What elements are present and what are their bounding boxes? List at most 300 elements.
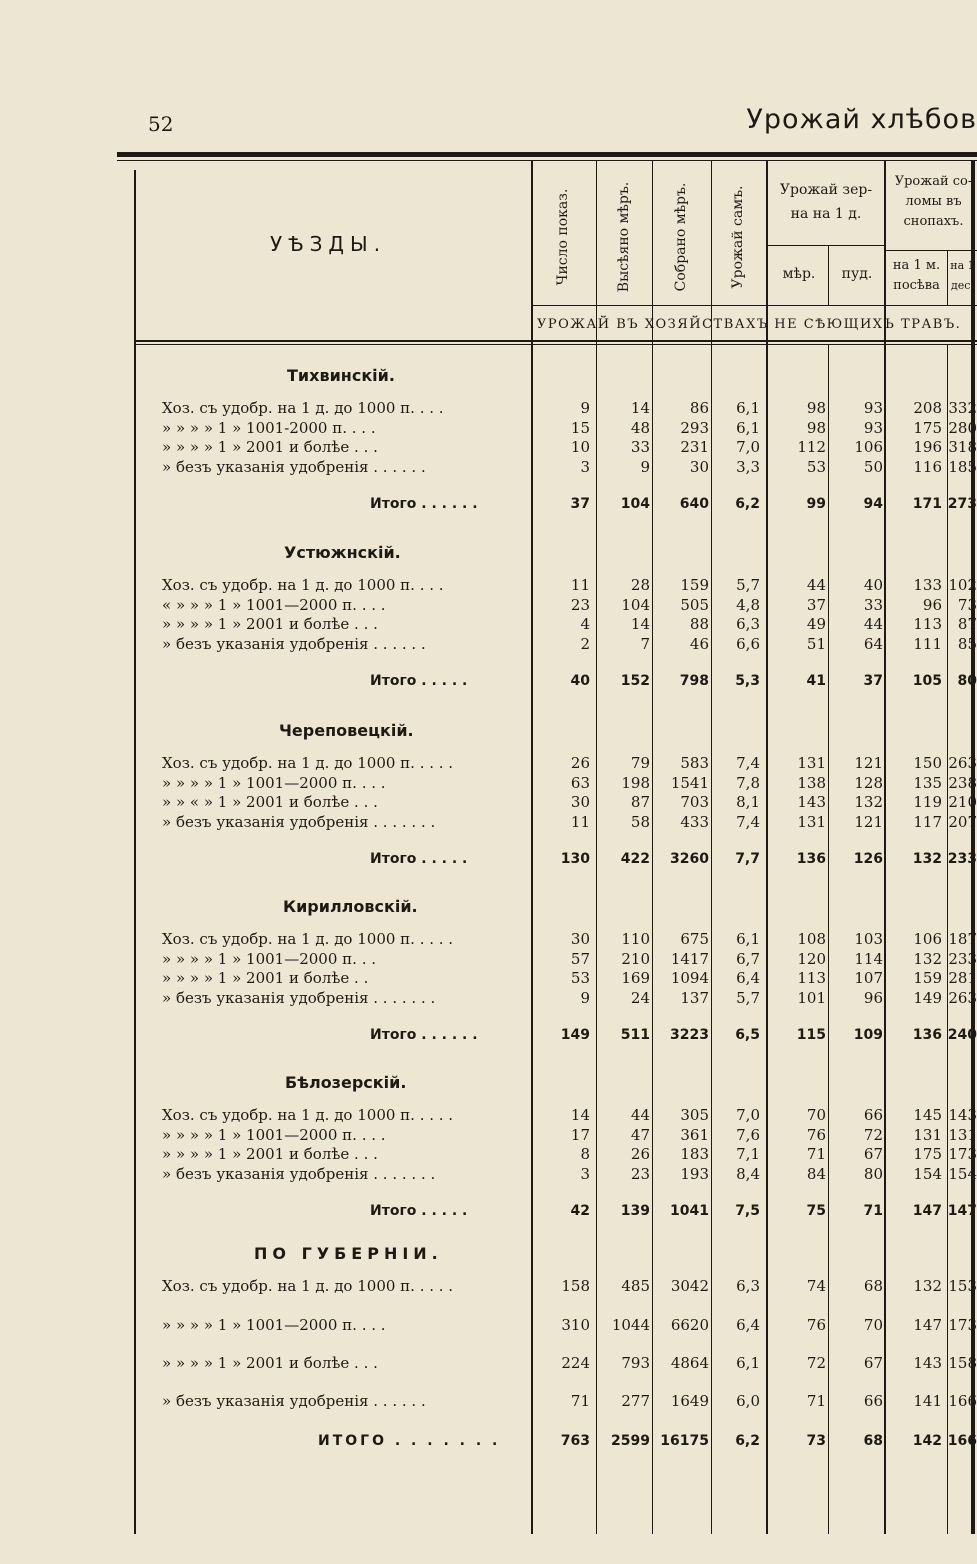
cell-straw-per-d: 281 bbox=[948, 969, 977, 987]
cell-count: 763 bbox=[560, 1433, 590, 1449]
cell-count: 8 bbox=[580, 1145, 590, 1163]
cell-straw-per-d: 207 bbox=[948, 812, 977, 831]
cell-yield-self: 6,4 bbox=[736, 969, 760, 987]
cell-yield-self: 6,1 bbox=[736, 418, 760, 437]
cell-sown: 33 bbox=[630, 438, 650, 456]
cell-grain-pud: 33 bbox=[863, 595, 883, 614]
row-label: » безъ указанія удобренія . . . . . . bbox=[162, 634, 426, 653]
row-label: » » « » 1 » 2001 и болѣе . . . bbox=[162, 793, 378, 811]
cell-sown: 48 bbox=[630, 418, 650, 437]
cell-grain-mer: 143 bbox=[797, 793, 826, 811]
cell-straw-per-m: 196 bbox=[913, 438, 942, 456]
cell-grain-pud: 37 bbox=[863, 673, 883, 689]
cell-sown: 169 bbox=[621, 969, 650, 987]
cell-sown: 44 bbox=[630, 1106, 650, 1124]
cell-straw-per-d: 173 bbox=[948, 1145, 977, 1163]
total-row bbox=[0, 1027, 977, 1047]
cell-grain-pud: 40 bbox=[863, 576, 883, 594]
cell-gathered: 1649 bbox=[670, 1392, 709, 1410]
cell-sown: 511 bbox=[620, 1027, 650, 1043]
row-label: » » » » 1 » 2001 и болѣе . . . bbox=[162, 1354, 378, 1372]
cell-grain-pud: 126 bbox=[853, 851, 883, 867]
cell-straw-per-d: 318 bbox=[948, 438, 977, 456]
cell-straw-per-d: 238 bbox=[948, 773, 977, 792]
cell-grain-pud: 93 bbox=[863, 399, 883, 417]
cell-grain-pud: 64 bbox=[863, 634, 883, 653]
total-label: Итого . . . . . bbox=[370, 673, 468, 689]
gubernia-title: ПО ГУБЕРНІИ. bbox=[254, 1244, 443, 1263]
cell-sown: 210 bbox=[621, 949, 650, 968]
total-label: ИТОГО . . . . . . . bbox=[318, 1433, 501, 1449]
cell-yield-self: 6,1 bbox=[736, 930, 760, 948]
cell-yield-self: 7,7 bbox=[735, 851, 760, 867]
cell-straw-per-m: 133 bbox=[913, 576, 942, 594]
cell-sown: 14 bbox=[630, 399, 650, 417]
cell-straw-per-d: 273 bbox=[947, 496, 977, 512]
row-label: Хоз. съ удобр. на 1 д. до 1000 п. . . . . bbox=[162, 1106, 454, 1124]
row-label: Хоз. съ удобр. на 1 д. до 1000 п. . . . bbox=[162, 399, 444, 417]
table-row bbox=[0, 989, 977, 1009]
cell-grain-pud: 109 bbox=[853, 1027, 883, 1043]
cell-grain-mer: 131 bbox=[797, 812, 826, 831]
cell-sown: 152 bbox=[620, 673, 650, 689]
cell-straw-per-m: 132 bbox=[913, 1277, 942, 1295]
table-row bbox=[0, 930, 977, 950]
cell-grain-mer: 72 bbox=[806, 1354, 826, 1372]
cell-grain-mer: 37 bbox=[806, 595, 826, 614]
cell-straw-per-d: 80 bbox=[957, 673, 977, 689]
row-label: » » » » 1 » 1001—2000 п. . . . bbox=[162, 773, 386, 792]
cell-straw-per-m: 208 bbox=[913, 399, 942, 417]
cell-straw-per-d: 240 bbox=[947, 1027, 977, 1043]
cell-gathered: 798 bbox=[679, 673, 709, 689]
cell-grain-mer: 51 bbox=[806, 634, 826, 653]
cell-grain-pud: 66 bbox=[863, 1106, 883, 1124]
cell-count: 224 bbox=[561, 1354, 590, 1372]
row-label: » безъ указанія удобренія . . . . . . bbox=[162, 1392, 426, 1410]
cell-straw-per-d: 263 bbox=[948, 754, 977, 772]
cell-straw-per-d: 73 bbox=[957, 595, 977, 614]
cell-sown: 23 bbox=[630, 1164, 650, 1183]
cell-gathered: 4864 bbox=[670, 1354, 709, 1372]
cell-count: 53 bbox=[570, 969, 590, 987]
straw-per-d-header: на 1 дес. bbox=[950, 259, 975, 292]
cell-straw-per-d: 154 bbox=[948, 1164, 977, 1183]
cell-sown: 14 bbox=[630, 615, 650, 633]
cell-count: 9 bbox=[580, 399, 590, 417]
cell-straw-per-m: 135 bbox=[913, 773, 942, 792]
cell-sown: 110 bbox=[621, 930, 650, 948]
cell-count: 57 bbox=[570, 949, 590, 968]
cell-yield-self: 8,4 bbox=[736, 1164, 760, 1183]
cell-grain-pud: 107 bbox=[854, 969, 883, 987]
cell-straw-per-d: 210 bbox=[948, 793, 977, 811]
table-row bbox=[0, 754, 977, 774]
total-label: Итого . . . . . bbox=[370, 851, 468, 867]
cell-sown: 28 bbox=[630, 576, 650, 594]
cell-gathered: 3042 bbox=[670, 1277, 709, 1295]
cell-yield-self: 7,8 bbox=[736, 773, 760, 792]
cell-straw-per-m: 136 bbox=[912, 1027, 942, 1043]
table-row bbox=[0, 419, 977, 439]
cell-grain-pud: 67 bbox=[863, 1145, 883, 1163]
cell-gathered: 6620 bbox=[670, 1316, 709, 1334]
cell-count: 158 bbox=[561, 1277, 590, 1295]
cell-straw-per-d: 233 bbox=[948, 949, 977, 968]
cell-yield-self: 6,5 bbox=[735, 1027, 760, 1043]
cell-straw-per-m: 116 bbox=[913, 457, 942, 476]
cell-straw-per-d: 263 bbox=[948, 988, 977, 1007]
cell-sown: 104 bbox=[620, 496, 650, 512]
row-label: » безъ указанія удобренія . . . . . . bbox=[162, 457, 426, 476]
cell-grain-pud: 80 bbox=[863, 1164, 883, 1183]
district-title: Кирилловскій. bbox=[283, 897, 418, 916]
cell-grain-pud: 66 bbox=[863, 1392, 883, 1410]
cell-grain-mer: 84 bbox=[806, 1164, 826, 1183]
total-row bbox=[0, 851, 977, 871]
cell-grain-pud: 121 bbox=[854, 754, 883, 772]
district-title: Бѣлозерскій. bbox=[285, 1073, 407, 1092]
cell-yield-self: 7,4 bbox=[736, 754, 760, 772]
cell-count: 30 bbox=[570, 930, 590, 948]
cell-sown: 7 bbox=[640, 634, 650, 653]
table-row bbox=[0, 774, 977, 794]
cell-grain-pud: 68 bbox=[863, 1277, 883, 1295]
cell-straw-per-m: 175 bbox=[913, 418, 942, 437]
cell-grain-pud: 67 bbox=[863, 1354, 883, 1372]
table-row bbox=[0, 1316, 977, 1336]
straw-per-m-header: на 1 м. посѣва bbox=[892, 258, 941, 293]
row-label: » » » » 1 » 2001 и болѣе . . . bbox=[162, 1145, 378, 1163]
cell-yield-self: 7,4 bbox=[736, 812, 760, 831]
cell-gathered: 293 bbox=[680, 418, 709, 437]
cell-grain-pud: 128 bbox=[854, 773, 883, 792]
cell-grain-mer: 136 bbox=[796, 851, 826, 867]
cell-grain-mer: 41 bbox=[806, 673, 826, 689]
cell-grain-mer: 44 bbox=[806, 576, 826, 594]
header-divider bbox=[768, 245, 884, 246]
top-rule-thin bbox=[117, 160, 977, 161]
cell-straw-per-m: 147 bbox=[913, 1316, 942, 1334]
top-rule bbox=[117, 152, 977, 157]
cell-grain-pud: 121 bbox=[854, 812, 883, 831]
cell-straw-per-m: 154 bbox=[913, 1164, 942, 1183]
col-count-header: Число показ. bbox=[555, 188, 571, 286]
row-label: Хоз. съ удобр. на 1 д. до 1000 п. . . . . bbox=[162, 1277, 454, 1295]
running-title: Урожай хлѣбов bbox=[746, 104, 977, 135]
cell-straw-per-m: 132 bbox=[913, 949, 942, 968]
cell-sown: 793 bbox=[621, 1354, 650, 1372]
cell-straw-per-m: 175 bbox=[913, 1145, 942, 1163]
cell-count: 310 bbox=[561, 1316, 590, 1334]
straw-yield-header: Урожай со- ломы въ снопахъ. bbox=[894, 174, 973, 229]
cell-gathered: 3260 bbox=[670, 851, 709, 867]
cell-count: 14 bbox=[570, 1106, 590, 1124]
column-rule bbox=[828, 245, 829, 305]
cell-gathered: 675 bbox=[680, 930, 709, 948]
cell-gathered: 703 bbox=[680, 793, 709, 811]
cell-yield-self: 6,0 bbox=[736, 1392, 760, 1410]
cell-gathered: 433 bbox=[680, 812, 709, 831]
cell-count: 40 bbox=[570, 673, 590, 689]
cell-count: 37 bbox=[570, 496, 590, 512]
cell-yield-self: 5,7 bbox=[736, 576, 760, 594]
col-yield-self-header: Урожай самъ. bbox=[730, 185, 746, 289]
cell-count: 71 bbox=[570, 1392, 590, 1410]
cell-count: 17 bbox=[570, 1125, 590, 1144]
cell-gathered: 505 bbox=[680, 595, 709, 614]
cell-yield-self: 5,7 bbox=[736, 988, 760, 1007]
cell-gathered: 30 bbox=[689, 457, 709, 476]
cell-sown: 104 bbox=[621, 595, 650, 614]
cell-gathered: 46 bbox=[689, 634, 709, 653]
cell-gathered: 88 bbox=[689, 615, 709, 633]
cell-straw-per-d: 131 bbox=[948, 1125, 977, 1144]
header-divider bbox=[886, 250, 977, 251]
table-row bbox=[0, 635, 977, 655]
header-bottom-rule bbox=[136, 344, 977, 345]
table-row bbox=[0, 1126, 977, 1146]
cell-count: 63 bbox=[570, 773, 590, 792]
cell-straw-per-m: 141 bbox=[913, 1392, 942, 1410]
total-label: Итого . . . . . . bbox=[370, 1027, 478, 1043]
table-row bbox=[0, 969, 977, 989]
cell-straw-per-d: 143 bbox=[948, 1106, 977, 1124]
cell-grain-mer: 73 bbox=[806, 1433, 826, 1449]
cell-gathered: 137 bbox=[680, 988, 709, 1007]
cell-grain-mer: 76 bbox=[806, 1316, 826, 1334]
cell-sown: 139 bbox=[620, 1203, 650, 1219]
cell-count: 23 bbox=[570, 595, 590, 614]
cell-grain-mer: 113 bbox=[797, 969, 826, 987]
table-row bbox=[0, 438, 977, 458]
cell-straw-per-m: 105 bbox=[912, 673, 942, 689]
district-title: Устюжнскій. bbox=[284, 543, 401, 562]
header-bottom-rule bbox=[136, 340, 977, 342]
cell-straw-per-m: 150 bbox=[913, 754, 942, 772]
row-label: » » » » 1 » 1001-2000 п. . . . bbox=[162, 418, 376, 437]
cell-gathered: 16175 bbox=[660, 1433, 709, 1449]
total-label: Итого . . . . . bbox=[370, 1203, 468, 1219]
cell-yield-self: 6,3 bbox=[736, 1277, 760, 1295]
cell-count: 10 bbox=[570, 438, 590, 456]
cell-straw-per-d: 102 bbox=[948, 576, 977, 594]
row-label: » » » » 1 » 2001 и болѣе . . . bbox=[162, 438, 378, 456]
cell-grain-mer: 75 bbox=[806, 1203, 826, 1219]
total-row bbox=[0, 1203, 977, 1223]
cell-sown: 87 bbox=[630, 793, 650, 811]
cell-grain-mer: 138 bbox=[797, 773, 826, 792]
col-sown-header: Высѣяно мѣръ. bbox=[616, 181, 632, 293]
cell-grain-mer: 99 bbox=[806, 496, 826, 512]
cell-straw-per-m: 149 bbox=[913, 988, 942, 1007]
cell-straw-per-m: 159 bbox=[913, 969, 942, 987]
table-row bbox=[0, 1165, 977, 1185]
district-title: Тихвинскій. bbox=[287, 366, 395, 385]
cell-straw-per-m: 96 bbox=[922, 595, 942, 614]
table-row bbox=[0, 950, 977, 970]
row-label: Хоз. съ удобр. на 1 д. до 1000 п. . . . bbox=[162, 576, 444, 594]
cell-straw-per-d: 233 bbox=[947, 851, 977, 867]
cell-gathered: 361 bbox=[680, 1125, 709, 1144]
cell-straw-per-d: 185 bbox=[948, 457, 977, 476]
cell-straw-per-d: 166 bbox=[948, 1392, 977, 1410]
cell-yield-self: 5,3 bbox=[735, 673, 760, 689]
cell-gathered: 640 bbox=[679, 496, 709, 512]
cell-gathered: 86 bbox=[689, 399, 709, 417]
cell-grain-pud: 106 bbox=[854, 438, 883, 456]
row-label: Хоз. съ удобр. на 1 д. до 1000 п. . . . . bbox=[162, 754, 454, 772]
row-label: » » » » 1 » 2001 и болѣе . . . bbox=[162, 615, 378, 633]
cell-sown: 58 bbox=[630, 812, 650, 831]
row-label: « » » » 1 » 1001—2000 п. . . . bbox=[162, 595, 386, 614]
cell-yield-self: 8,1 bbox=[736, 793, 760, 811]
cell-count: 130 bbox=[560, 851, 590, 867]
cell-grain-mer: 115 bbox=[796, 1027, 826, 1043]
cell-grain-pud: 96 bbox=[863, 988, 883, 1007]
cell-count: 3 bbox=[580, 1164, 590, 1183]
cell-grain-mer: 49 bbox=[806, 615, 826, 633]
cell-count: 11 bbox=[570, 576, 590, 594]
cell-yield-self: 6,1 bbox=[736, 1354, 760, 1372]
cell-straw-per-m: 113 bbox=[913, 615, 942, 633]
districts-header: УѢЗДЫ. bbox=[270, 232, 387, 256]
cell-gathered: 3223 bbox=[670, 1027, 709, 1043]
cell-sown: 26 bbox=[630, 1145, 650, 1163]
cell-straw-per-m: 131 bbox=[913, 1125, 942, 1144]
cell-sown: 79 bbox=[630, 754, 650, 772]
cell-count: 3 bbox=[580, 457, 590, 476]
table-row bbox=[0, 1392, 977, 1412]
cell-gathered: 1041 bbox=[670, 1203, 709, 1219]
cell-gathered: 305 bbox=[680, 1106, 709, 1124]
cell-gathered: 1541 bbox=[670, 773, 709, 792]
cell-grain-mer: 74 bbox=[806, 1277, 826, 1295]
cell-straw-per-m: 111 bbox=[913, 634, 942, 653]
cell-grain-mer: 131 bbox=[797, 754, 826, 772]
table-row bbox=[0, 576, 977, 596]
cell-straw-per-m: 147 bbox=[912, 1203, 942, 1219]
cell-gathered: 1417 bbox=[670, 949, 709, 968]
cell-straw-per-d: 87 bbox=[957, 615, 977, 633]
cell-straw-per-d: 153 bbox=[948, 1277, 977, 1295]
col-gathered-header: Собрано мѣръ. bbox=[673, 182, 689, 292]
district-title: Череповецкій. bbox=[279, 721, 414, 740]
cell-grain-pud: 93 bbox=[863, 418, 883, 437]
cell-yield-self: 6,7 bbox=[736, 949, 760, 968]
total-row bbox=[0, 673, 977, 693]
cell-straw-per-m: 119 bbox=[913, 793, 942, 811]
cell-yield-self: 7,6 bbox=[736, 1125, 760, 1144]
cell-count: 4 bbox=[580, 615, 590, 633]
grain-yield-header: Урожай зер- на на 1 д. bbox=[779, 182, 873, 222]
cell-grain-pud: 44 bbox=[863, 615, 883, 633]
cell-grain-mer: 70 bbox=[806, 1106, 826, 1124]
table-row bbox=[0, 615, 977, 635]
cell-grain-mer: 53 bbox=[806, 457, 826, 476]
cell-grain-mer: 71 bbox=[806, 1392, 826, 1410]
cell-grain-mer: 120 bbox=[797, 949, 826, 968]
cell-gathered: 231 bbox=[680, 438, 709, 456]
table-row bbox=[0, 1354, 977, 1374]
grand-total-row bbox=[0, 1433, 977, 1453]
cell-count: 11 bbox=[570, 812, 590, 831]
cell-straw-per-d: 85 bbox=[957, 634, 977, 653]
cell-grain-pud: 50 bbox=[863, 457, 883, 476]
cell-yield-self: 6,1 bbox=[736, 399, 760, 417]
cell-gathered: 193 bbox=[680, 1164, 709, 1183]
row-label: » » » » 1 » 1001—2000 п. . . . bbox=[162, 1125, 386, 1144]
row-label: » безъ указанія удобренія . . . . . . . bbox=[162, 988, 436, 1007]
cell-yield-self: 7,0 bbox=[736, 1106, 760, 1124]
cell-yield-self: 7,5 bbox=[735, 1203, 760, 1219]
cell-grain-pud: 132 bbox=[854, 793, 883, 811]
cell-straw-per-m: 106 bbox=[913, 930, 942, 948]
header-divider bbox=[533, 305, 977, 306]
cell-yield-self: 6,2 bbox=[735, 496, 760, 512]
row-label: Хоз. съ удобр. на 1 д. до 1000 п. . . . . bbox=[162, 930, 454, 948]
cell-sown: 47 bbox=[630, 1125, 650, 1144]
cell-yield-self: 6,4 bbox=[736, 1316, 760, 1334]
cell-grain-pud: 70 bbox=[863, 1316, 883, 1334]
cell-sown: 198 bbox=[621, 773, 650, 792]
table-row bbox=[0, 1106, 977, 1126]
cell-sown: 1044 bbox=[611, 1316, 650, 1334]
table-row bbox=[0, 399, 977, 419]
cell-yield-self: 7,1 bbox=[736, 1145, 760, 1163]
cell-sown: 2599 bbox=[611, 1433, 650, 1449]
cell-yield-self: 7,0 bbox=[736, 438, 760, 456]
cell-count: 9 bbox=[580, 988, 590, 1007]
row-label: » безъ указанія удобренія . . . . . . . bbox=[162, 812, 436, 831]
cell-sown: 277 bbox=[621, 1392, 650, 1410]
cell-count: 2 bbox=[580, 634, 590, 653]
total-row bbox=[0, 496, 977, 516]
cell-grain-mer: 98 bbox=[806, 399, 826, 417]
cell-straw-per-d: 166 bbox=[947, 1433, 977, 1449]
cell-straw-per-d: 332 bbox=[948, 399, 977, 417]
cell-grain-mer: 108 bbox=[797, 930, 826, 948]
cell-straw-per-d: 187 bbox=[948, 930, 977, 948]
cell-yield-self: 4,8 bbox=[736, 595, 760, 614]
cell-grain-mer: 98 bbox=[806, 418, 826, 437]
cell-straw-per-d: 147 bbox=[947, 1203, 977, 1219]
cell-yield-self: 6,2 bbox=[735, 1433, 760, 1449]
cell-grain-mer: 71 bbox=[806, 1145, 826, 1163]
row-label: » безъ указанія удобренія . . . . . . . bbox=[162, 1164, 436, 1183]
cell-grain-pud: 114 bbox=[854, 949, 883, 968]
cell-count: 15 bbox=[570, 418, 590, 437]
cell-sown: 485 bbox=[621, 1277, 650, 1295]
cell-straw-per-m: 145 bbox=[913, 1106, 942, 1124]
cell-straw-per-m: 117 bbox=[913, 812, 942, 831]
cell-straw-per-m: 142 bbox=[912, 1433, 942, 1449]
cell-grain-pud: 103 bbox=[854, 930, 883, 948]
cell-gathered: 1094 bbox=[670, 969, 709, 987]
cell-gathered: 159 bbox=[680, 576, 709, 594]
cell-straw-per-d: 173 bbox=[948, 1316, 977, 1334]
cell-gathered: 583 bbox=[680, 754, 709, 772]
cell-count: 149 bbox=[560, 1027, 590, 1043]
cell-count: 30 bbox=[570, 793, 590, 811]
cell-grain-pud: 94 bbox=[863, 496, 883, 512]
cell-sown: 422 bbox=[620, 851, 650, 867]
cell-grain-mer: 112 bbox=[797, 438, 826, 456]
cell-grain-mer: 76 bbox=[806, 1125, 826, 1144]
table-row bbox=[0, 1145, 977, 1165]
page-number: 52 bbox=[148, 112, 174, 136]
section-banner: УРОЖАЙ ВЪ ХОЗЯЙСТВАХЪ НЕ СѢЮЩИХЪ ТРАВЪ. bbox=[537, 317, 962, 332]
